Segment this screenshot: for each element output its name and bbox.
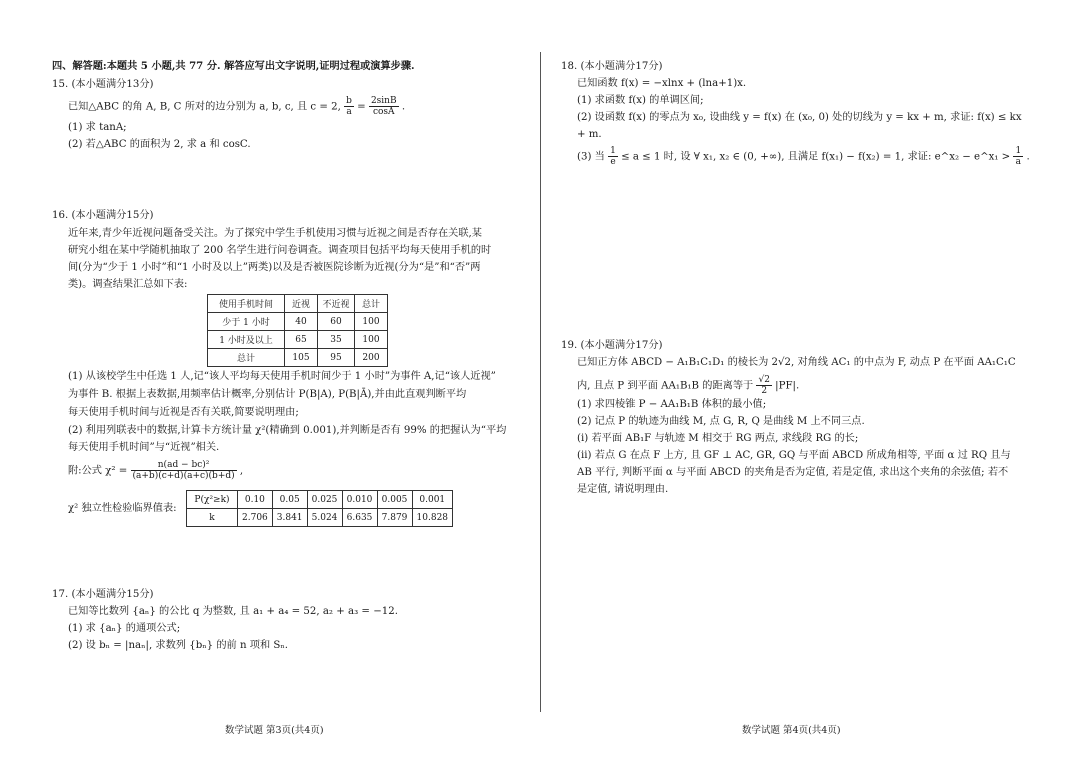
equals-sign: = <box>357 101 366 113</box>
table-cell: 6.635 <box>342 509 377 527</box>
left-page-footer: 数学试题 第3页(共4页) <box>225 725 324 736</box>
q19-line-2-start: 内, 且点 P 到平面 AA₁B₁B 的距离等于 <box>577 380 754 392</box>
table-cell: 2.706 <box>238 509 273 527</box>
section-header: 四、解答题:本题共 5 小题,共 77 分. 解答应写出文字说明,证明过程或演算步骤. <box>52 60 415 72</box>
q19-part2-ii-line-3: 是定值, 请说明理由. <box>577 484 669 495</box>
q15-frac-sinb-over-cosa <box>369 96 399 117</box>
q15-stem-text: 已知△ABC 的角 A, B, C 所对的边分别为 a, b, c, 且 c = 2, <box>68 101 341 113</box>
period: . <box>401 101 406 113</box>
table-cell: 200 <box>355 349 388 367</box>
q16-part1-line-1: (1) 从该校学生中任选 1 人,记“该人平均每天使用手机时间少于 1 小时”为事件 A,记“该人近视” <box>68 371 496 382</box>
q19-line-1: 已知正方体 ABCD − A₁B₁C₁D₁ 的棱长为 2√2, 对角线 AC₁ 的中点为 F, 动点 P 在平面 AA₁C₁C <box>577 357 1016 368</box>
q16-line-3: 间(分为“少于 1 小时”和“1 小时及以上”两类)以及是否被医院诊断为近视(分为“是”和“否”两 <box>68 262 481 273</box>
table-cell: 少于 1 小时 <box>208 313 285 331</box>
frac-numerator: 1 <box>1015 146 1022 156</box>
q15-frac-b-over-a <box>344 96 354 117</box>
table-row <box>208 331 388 349</box>
q19-part2: (2) 记点 P 的轨迹为曲线 M, 点 G, R, Q 是曲线 M 上不同三点. <box>577 416 865 427</box>
q19-line-2-end: |PF|. <box>775 380 800 392</box>
table-cell: 3.841 <box>272 509 307 527</box>
q18-stem: 已知函数 f(x) = −xlnx + (lna+1)x. <box>577 78 747 89</box>
table-cell: P(χ²≥k) <box>187 491 238 509</box>
frac-numerator: 2sinB <box>370 96 397 106</box>
table-header-cell: 使用手机时间 <box>208 295 285 313</box>
q19-part1: (1) 求四棱锥 P − AA₁B₁B 体积的最小值; <box>577 399 767 410</box>
q17-part2: (2) 设 bₙ = |naₙ|, 求数列 {bₙ} 的前 n 项和 Sₙ. <box>68 640 289 651</box>
table-cell: k <box>187 509 238 527</box>
q19-part2-i: (i) 若平面 AB₁F 与轨迹 M 相交于 RG 两点, 求线段 RG 的长; <box>577 433 859 444</box>
frac-numerator: b <box>346 96 352 106</box>
table-cell: 60 <box>318 313 355 331</box>
table-cell: 0.05 <box>272 491 307 509</box>
table-row <box>187 491 453 509</box>
q17-title: 17. (本小题满分15分) <box>52 589 154 600</box>
contingency-table <box>207 294 388 367</box>
table-header-cell: 总计 <box>355 295 388 313</box>
table-cell: 0.025 <box>307 491 342 509</box>
q16-title: 16. (本小题满分15分) <box>52 210 154 221</box>
q18-part2-line-2: + m. <box>577 129 602 140</box>
table-row <box>208 313 388 331</box>
one-over-a-fraction <box>1013 146 1023 167</box>
q15-stem <box>68 96 405 117</box>
one-over-e-fraction <box>608 146 618 167</box>
q16-part2-line-1: (2) 利用列联表中的数据,计算卡方统计量 χ²(精确到 0.001),并判断是否有 99% 的把握认为“平均 <box>68 425 507 436</box>
frac-numerator: 1 <box>610 146 616 156</box>
q15-part1: (1) 求 tanA; <box>68 122 127 133</box>
q19-part2-ii-line-2: AB 平行, 判断平面 α 与平面 ABCD 的夹角是否为定值, 若是定值, 求出这个夹角的余弦值; 若不 <box>577 467 1009 478</box>
q18-part2-line-1: (2) 设函数 f(x) 的零点为 x₀, 设曲线 y = f(x) 在 (x₀, 0) 处的切线为 y = kx + m, 求证: f(x) ≤ kx <box>577 112 1022 123</box>
frac-denominator: (a+b)(c+d)(a+c)(b+d) <box>132 471 235 481</box>
frac-denominator: a <box>1015 157 1022 167</box>
table-row <box>187 509 453 527</box>
frac-numerator: √2 <box>758 375 770 385</box>
period: . <box>1026 151 1030 163</box>
table-cell: 0.10 <box>238 491 273 509</box>
comma: , <box>239 465 244 477</box>
table-cell: 40 <box>285 313 318 331</box>
q19-title: 19. (本小题满分17分) <box>561 340 663 351</box>
table-cell: 5.024 <box>307 509 342 527</box>
sqrt2-over-2-fraction <box>756 375 771 396</box>
table-cell: 100 <box>355 313 388 331</box>
q17-stem: 已知等比数列 {aₙ} 的公比 q 为整数, 且 a₁ + a₄ = 52, a₂ + a₃ = −12. <box>68 606 398 617</box>
table-cell: 0.005 <box>377 491 412 509</box>
q18-part3 <box>577 146 1030 167</box>
q16-part2-line-2: 每天使用手机时间”与“近视”相关. <box>68 442 220 453</box>
q18-part1: (1) 求函数 f(x) 的单调区间; <box>577 95 704 106</box>
table-header-cell: 不近视 <box>318 295 355 313</box>
table-cell: 0.010 <box>342 491 377 509</box>
table-cell: 0.001 <box>412 491 453 509</box>
q15-part2: (2) 若△ABC 的面积为 2, 求 a 和 cosC. <box>68 139 251 150</box>
q19-part2-ii-line-1: (ii) 若点 G 在点 F 上方, 且 GF ⊥ AC, GR, GQ 与平面 ABCD 所成角相等, 平面 α 过 RQ 且与 <box>577 450 1011 461</box>
q16-line-2: 研究小组在某中学随机抽取了 200 名学生进行问卷调查。调查项目包括平均每天使用手机的时 <box>68 245 492 256</box>
frac-denominator: 2 <box>761 386 768 396</box>
frac-numerator: n(ad − bc)² <box>131 460 237 471</box>
right-page-footer: 数学试题 第4页(共4页) <box>742 725 841 736</box>
q17-part1: (1) 求 {aₙ} 的通项公式; <box>68 623 181 634</box>
frac-denominator: a <box>346 107 352 117</box>
table-cell: 35 <box>318 331 355 349</box>
q19-line-2 <box>577 375 799 396</box>
table-cell: 1 小时及以上 <box>208 331 285 349</box>
table-cell: 7.879 <box>377 509 412 527</box>
table-cell: 总计 <box>208 349 285 367</box>
q18-part3-start: (3) 当 <box>577 151 605 163</box>
q16-part1-line-3: 每天使用手机时间与近视是否有关联,简要说明理由; <box>68 407 299 418</box>
q18-part3-middle: ≤ a ≤ 1 时, 设 ∀ x₁, x₂ ∈ (0, +∞), 且满足 f(x₁) − f(x₂) = 1, 求证: e^x₂ − e^x₁ > <box>621 151 1011 163</box>
q16-part1-line-2: 为事件 B. 根据上表数据,用频率估计概率,分别估计 P(B|A), P(B|Ā),并由此直观判断平均 <box>68 389 467 400</box>
q15-title: 15. (本小题满分13分) <box>52 79 154 90</box>
page-divider <box>540 52 541 712</box>
q16-line-1: 近年来,青少年近视问题备受关注。为了探究中学生手机使用习惯与近视之间是否存在关联,某 <box>68 228 482 239</box>
table-cell: 65 <box>285 331 318 349</box>
frac-denominator: cosA <box>372 107 395 117</box>
critical-table-label: χ² 独立性检验临界值表: <box>68 503 177 514</box>
table-cell: 10.828 <box>412 509 453 527</box>
table-row <box>208 349 388 367</box>
table-cell: 95 <box>318 349 355 367</box>
chi-square-fraction <box>131 460 237 481</box>
table-cell: 100 <box>355 331 388 349</box>
critical-value-table <box>186 490 453 527</box>
q16-line-4: 类)。调查结果汇总如下表: <box>68 279 188 290</box>
q18-title: 18. (本小题满分17分) <box>561 61 663 72</box>
frac-denominator: e <box>610 157 616 167</box>
table-header-cell: 近视 <box>285 295 318 313</box>
table-cell: 105 <box>285 349 318 367</box>
chi-square-formula <box>68 460 243 481</box>
table-header-row <box>208 295 388 313</box>
formula-label: 附:公式 χ² = <box>68 465 128 477</box>
